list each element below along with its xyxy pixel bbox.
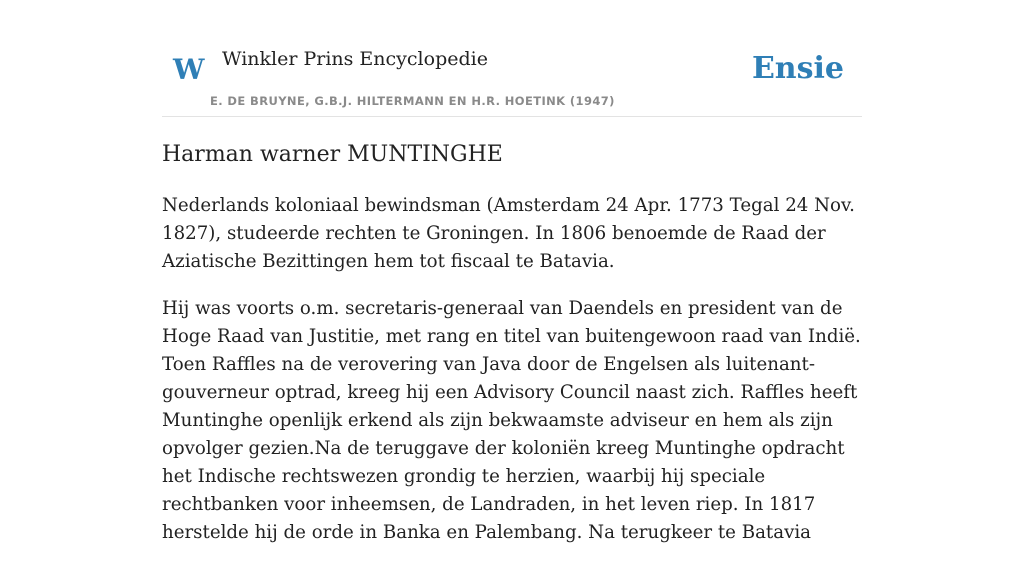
winkler-prins-logo-icon[interactable]: W — [173, 53, 205, 86]
paragraph-2: Hij was voorts o.m. secretaris-generaal van Daendels en president van de Hoge Raad van Justitie, met rang en titel van buitengewoon raad van Indië. Toen Raffles na de verovering van Java door de Engelsen als luitenant-gouverneur optrad, kreeg hij een Advisory Council naast zich. Raffles heeft Muntinghe openlijk erkend als zijn bekwaamste adviseur en hem als zijn opvolger gezien.Na de teruggave der koloniën kreeg Muntinghe opdracht het Indische rechtswezen grondig te herzien, waarbij hij speciale rechtbanken voor inheemsen, de Landraden, in het leven riep. In 1817 herstelde hij de orde in Banka en Palembang. Na terugkeer te Batavia — [162, 298, 861, 543]
entry-title: Harman warner MUNTINGHE — [162, 142, 503, 167]
source-title-link[interactable]: Winkler Prins Encyclopedie — [222, 48, 488, 70]
source-authors: E. DE BRUYNE, G.B.J. HILTERMANN EN H.R. HOETINK (1947) — [210, 94, 615, 108]
article-body — [162, 192, 862, 566]
paragraph-1: Nederlands koloniaal bewindsman (Amsterdam 24 Apr. 1773 Tegal 24 Nov. 1827), studeerde rechten te Groningen. In 1806 benoemde de Raad der Aziatische Bezittingen hem tot fiscaal te Batavia. — [162, 195, 855, 272]
ensie-logo[interactable]: Ensie — [751, 51, 844, 86]
header — [162, 0, 862, 117]
